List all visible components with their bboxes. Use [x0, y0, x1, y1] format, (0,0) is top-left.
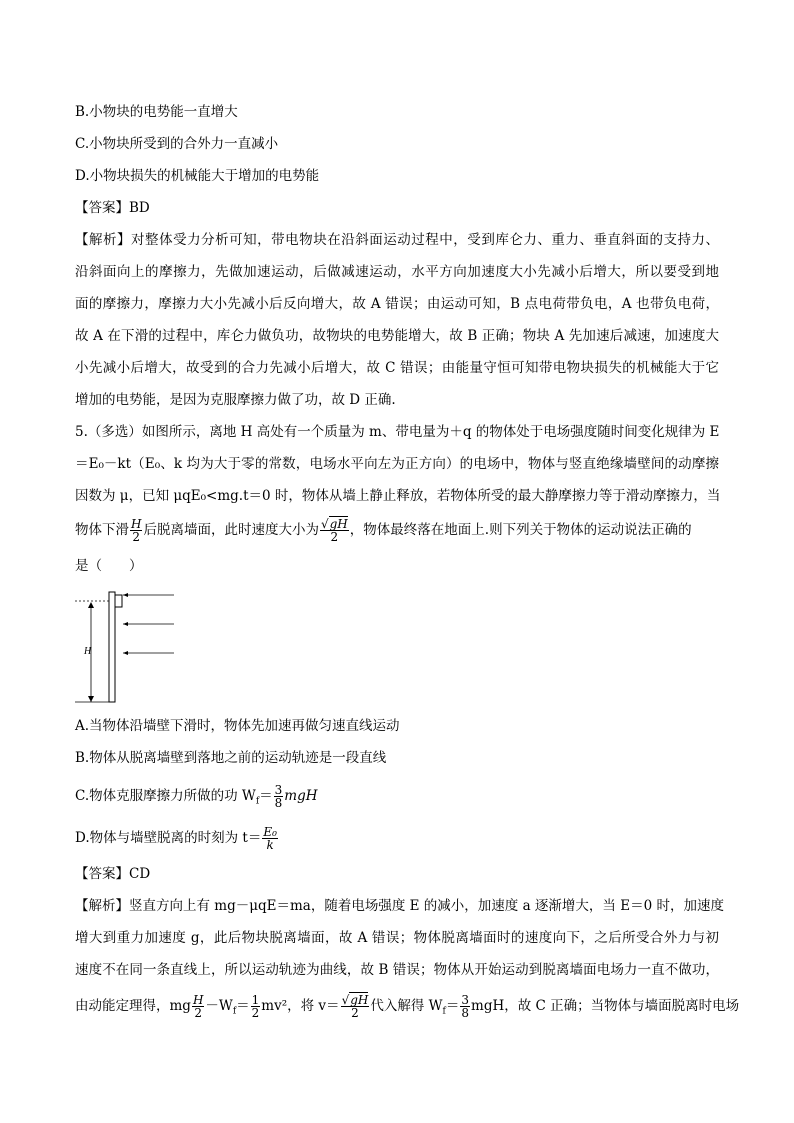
arrow-left-icon: [123, 593, 128, 597]
height-label: H: [84, 646, 92, 657]
option-b-prev: B.小物块的电势能一直增大: [75, 104, 238, 120]
text-segment: 后脱离墙面，此时速度大小为: [143, 522, 319, 538]
text-segment: D.物体与墙壁脱离的时刻为 t＝: [75, 830, 262, 846]
q5-analysis-line-fractions: 由动能定理得，mg $\frac{H}{2}$ $-W_f=$ $\frac{1}{2}$ mv²，将 v＝ $\frac{√gH}{2}$ 代入解得 $W_f=$ $\frac{3}{8}$ mgH，故 C 正确；当物体与墙面脱离时电场: [75, 993, 740, 1020]
q4-analysis-line: 小先减小后增大，故受到的合力先减小后增大，故 C 错误；由能量守恒可知带电物块损失的机械能大于它: [75, 360, 719, 376]
arrow-left-icon: [123, 622, 128, 626]
q5-option-b: B.物体从脱离墙壁到落地之前的运动轨迹是一段直线: [75, 750, 387, 766]
fraction: $\frac{H}{2}$: [131, 517, 142, 544]
q5-stem-line: 5.（多选）如图所示，离地 H 高处有一个质量为 m、带电量为＋q 的物体处于电场强度随时间变化规律为 E: [75, 424, 720, 440]
text-segment: ，物体最终落在地面上.则下列关于物体的运动说法正确的: [349, 522, 692, 538]
q5-stem-line: ＝E₀－kt（E₀、k 均为大于零的常数，电场水平向左为正方向）的电场中，物体与竖直绝缘墙壁间的动摩擦: [75, 456, 719, 472]
q5-stem-line: 因数为 μ，已知 μqE₀<mg.t＝0 时，物体从墙上静止释放，若物体所受的最大静摩擦力等于滑动摩擦力，当: [75, 488, 721, 504]
fraction: $\frac{\text{E₀}}{k}$: [263, 825, 277, 852]
q4-analysis-line: 【解析】对整体受力分析可知，带电物块在沿斜面运动过程中，受到库仑力、重力、垂直斜面的支持力、: [75, 232, 719, 248]
q5-analysis-line: 增大到重力加速度 g，此后物块脱离墙面，故 A 错误；物体脱离墙面时的速度向下，之后所受合外力与初: [75, 930, 719, 946]
q4-answer: 【答案】BD: [75, 200, 150, 216]
option-d-prev: D.小物块损失的机械能大于增加的电势能: [75, 168, 320, 184]
q5-stem-line: 是（ ）: [75, 558, 143, 574]
arrow-up-icon: [88, 602, 94, 608]
q5-option-a: A.当物体沿墙壁下滑时，物体先加速再做匀速直线运动: [75, 718, 400, 734]
q5-stem-line-fractions: [75, 518, 692, 543]
q5-option-c: C.物体克服摩擦力所做的功 $W_f=$ $\frac{3}{8}$ mgH: [75, 783, 318, 810]
text-segment: C.物体克服摩擦力所做的功 W: [75, 788, 256, 804]
text-segment: 物体下滑: [75, 522, 129, 538]
q4-analysis-line: 增加的电势能，是因为克服摩擦力做了功，故 D 正确.: [75, 392, 396, 408]
q4-analysis-line: 故 A 在下滑的过程中，库仑力做负功，故物块的电势能增大，故 B 正确；物块 A 先加速后减速，加速度大: [75, 328, 719, 344]
arrow-left-icon: [123, 651, 128, 655]
q5-figure: [75, 588, 175, 706]
q4-analysis-line: 沿斜面向上的摩擦力，先做加速运动，后做减速运动，水平方向加速度大小先减小后增大，所以要受到地: [75, 264, 719, 280]
arrow-down-icon: [88, 696, 94, 702]
q4-analysis-line: 面的摩擦力，摩擦力大小先减小后反向增大，故 A 错误；由运动可知，B 点电荷带负电，A 也带负电荷，: [75, 296, 719, 312]
fraction: $\frac{√gH}{2}$: [320, 517, 348, 544]
object-block: [115, 595, 122, 607]
q5-analysis-line: 速度不在同一条直线上，所以运动轨迹为曲线，故 B 错误；物体从开始运动到脱离墙面电场力一直不做功，: [75, 962, 719, 978]
option-c-prev: C.小物块所受到的合外力一直减小: [75, 136, 279, 152]
q5-option-d: [75, 826, 279, 851]
fraction: $\frac{3}{8}$: [274, 783, 283, 810]
q5-answer: 【答案】CD: [75, 866, 151, 882]
wall: [109, 592, 115, 702]
q5-analysis-line: 【解析】竖直方向上有 mg－μqE＝ma，随着电场强度 E 的减小，加速度 a 逐渐增大，当 E＝0 时，加速度: [75, 898, 724, 914]
